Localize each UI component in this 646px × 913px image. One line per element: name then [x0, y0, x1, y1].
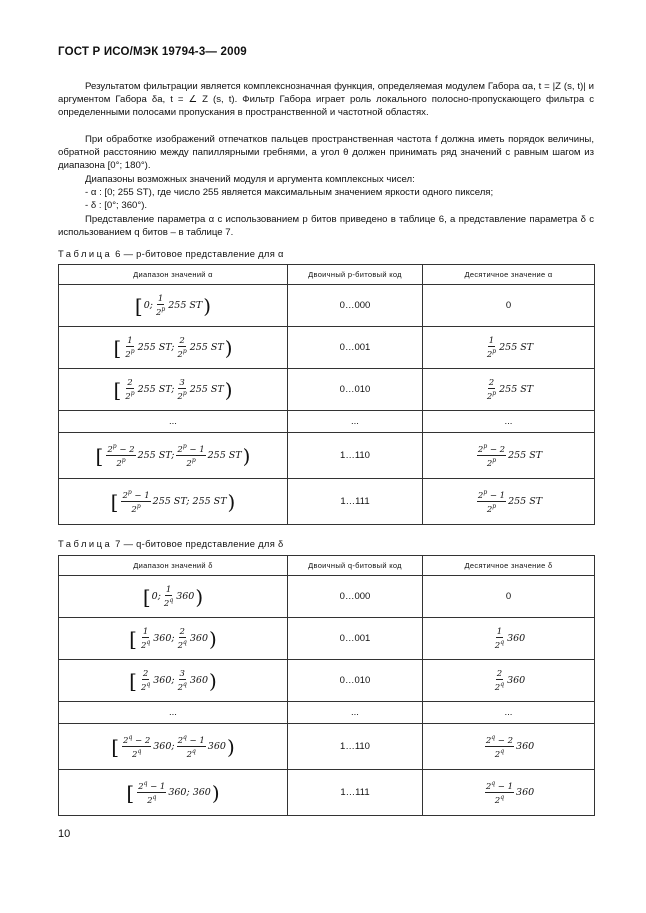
- table-row: [59, 770, 595, 816]
- range-cell: [ $2^p - 1$ 2$^p$ 255 ST; 255 ST ): [59, 479, 288, 525]
- table-row: [59, 702, 595, 724]
- value-cell: ...: [423, 411, 595, 433]
- code-cell: 0…001: [288, 327, 423, 369]
- range-cell: [ $2^p - 2$ 2$^p$ 255 ST; $2^p - 1$ 2$^p$ 255 ST ): [59, 433, 288, 479]
- table-row: [59, 479, 595, 525]
- value-cell: 0: [423, 285, 595, 327]
- value-cell: $2^q - 1$ 2$^q$ 360: [423, 770, 595, 816]
- document-header: ГОСТ Р ИСО/МЭК 19794-3— 2009: [58, 46, 247, 58]
- value-cell: $2^p - 1$ 2$^p$ 255 ST: [423, 479, 595, 525]
- code-cell: 1…111: [288, 479, 423, 525]
- code-cell: 0…010: [288, 660, 423, 702]
- table-row: [59, 576, 595, 618]
- code-cell: 1…110: [288, 724, 423, 770]
- code-cell: 0…000: [288, 285, 423, 327]
- table-row: [59, 618, 595, 660]
- paragraph-ranges: Диапазоны возможных значений модуля и аргумента комплексных чисел:: [85, 174, 415, 185]
- value-cell: 1 2$^p$ 255 ST: [423, 327, 595, 369]
- table-row: [59, 660, 595, 702]
- table6-header-row: [59, 265, 595, 285]
- table6-caption-text: 6 — p-битовое представление для α: [115, 248, 284, 259]
- table6-header-range: Диапазон значений α: [59, 265, 288, 285]
- table-row: [59, 433, 595, 479]
- range-cell: [ 1 2$^q$ 360; 2 2$^q$ 360 ): [59, 618, 288, 660]
- value-cell: ...: [423, 702, 595, 724]
- table7-header-row: [59, 556, 595, 576]
- paragraph-tables-intro: Представление параметра α с использованием p битов приведено в таблице 6, а представление параметра δ с использованием q битов – в таблице 7.: [58, 214, 594, 238]
- paragraph-frequency: При обработке изображений отпечатков пальцев пространственная частота f должна иметь порядок величины, обратной расстоянию между папиллярными гребнями, а угол θ должен принимать ряд значений с равным шагом из диапазона [0°; 180°).: [58, 134, 594, 171]
- code-cell: ...: [288, 702, 423, 724]
- range-cell: ...: [59, 411, 288, 433]
- code-cell: 1…110: [288, 433, 423, 479]
- range-cell: [ 0; 1 2$^p$ 255 ST ): [59, 285, 288, 327]
- paragraph-delta-range: - δ : [0°; 360°).: [85, 200, 148, 211]
- table6-header-value: Десятичное значение α: [423, 265, 595, 285]
- range-cell: [ 2 2$^p$ 255 ST; 3 2$^p$ 255 ST ): [59, 369, 288, 411]
- table7-header-code: Двоичный q-битовый код: [288, 556, 423, 576]
- range-cell: [ 0; 1 2$^q$ 360 ): [59, 576, 288, 618]
- code-cell: 0…001: [288, 618, 423, 660]
- value-cell: $2^q - 2$ 2$^q$ 360: [423, 724, 595, 770]
- paragraph-gabor-result: Результатом фильтрации является комплекснозначная функция, определяемая модулем Габора αa, t = |Z (s, t)| и аргументом Габора δa, t = ∠ Z (s, t). Фильтр Габора играет роль локального полосно-пропускающего фильтра с определенными полосами пропускания в пространственной и частотной областях.: [58, 81, 594, 118]
- table-row: [59, 327, 595, 369]
- table7-header-value: Десятичное значение δ: [423, 556, 595, 576]
- code-cell: 0…010: [288, 369, 423, 411]
- value-cell: 1 2$^q$ 360: [423, 618, 595, 660]
- value-cell: $2^p - 2$ 2$^p$ 255 ST: [423, 433, 595, 479]
- table7: [58, 555, 595, 816]
- table7-caption-text: 7 — q-битовое представление для δ: [115, 538, 284, 549]
- value-cell: 0: [423, 576, 595, 618]
- table7-caption: [58, 538, 284, 549]
- code-cell: ...: [288, 411, 423, 433]
- table7-header-range: Диапазон значений δ: [59, 556, 288, 576]
- range-cell: [ $2^q - 2$ 2$^q$ 360; $2^q - 1$ 2$^q$ 360 ): [59, 724, 288, 770]
- range-cell: [ 1 2$^p$ 255 ST; 2 2$^p$ 255 ST ): [59, 327, 288, 369]
- table-row: [59, 411, 595, 433]
- code-cell: 0…000: [288, 576, 423, 618]
- page-number: 10: [58, 828, 71, 840]
- table-row: [59, 724, 595, 770]
- table-row: [59, 285, 595, 327]
- table6-header-code: Двоичный p-битовый код: [288, 265, 423, 285]
- table-row: [59, 369, 595, 411]
- value-cell: 2 2$^q$ 360: [423, 660, 595, 702]
- table6-caption: [58, 248, 284, 259]
- paragraph-alpha-range: - α : [0; 255 ST), где число 255 является максимальным значением яркости одного пикселя;: [85, 187, 494, 198]
- range-cell: [ $2^q - 1$ 2$^q$ 360; 360 ): [59, 770, 288, 816]
- code-cell: 1…111: [288, 770, 423, 816]
- range-cell: [ 2 2$^q$ 360; 3 2$^q$ 360 ): [59, 660, 288, 702]
- table7-caption-word: Таблица: [58, 538, 113, 549]
- table6: [58, 264, 595, 525]
- range-cell: ...: [59, 702, 288, 724]
- table6-caption-word: Таблица: [58, 248, 113, 259]
- value-cell: 2 2$^p$ 255 ST: [423, 369, 595, 411]
